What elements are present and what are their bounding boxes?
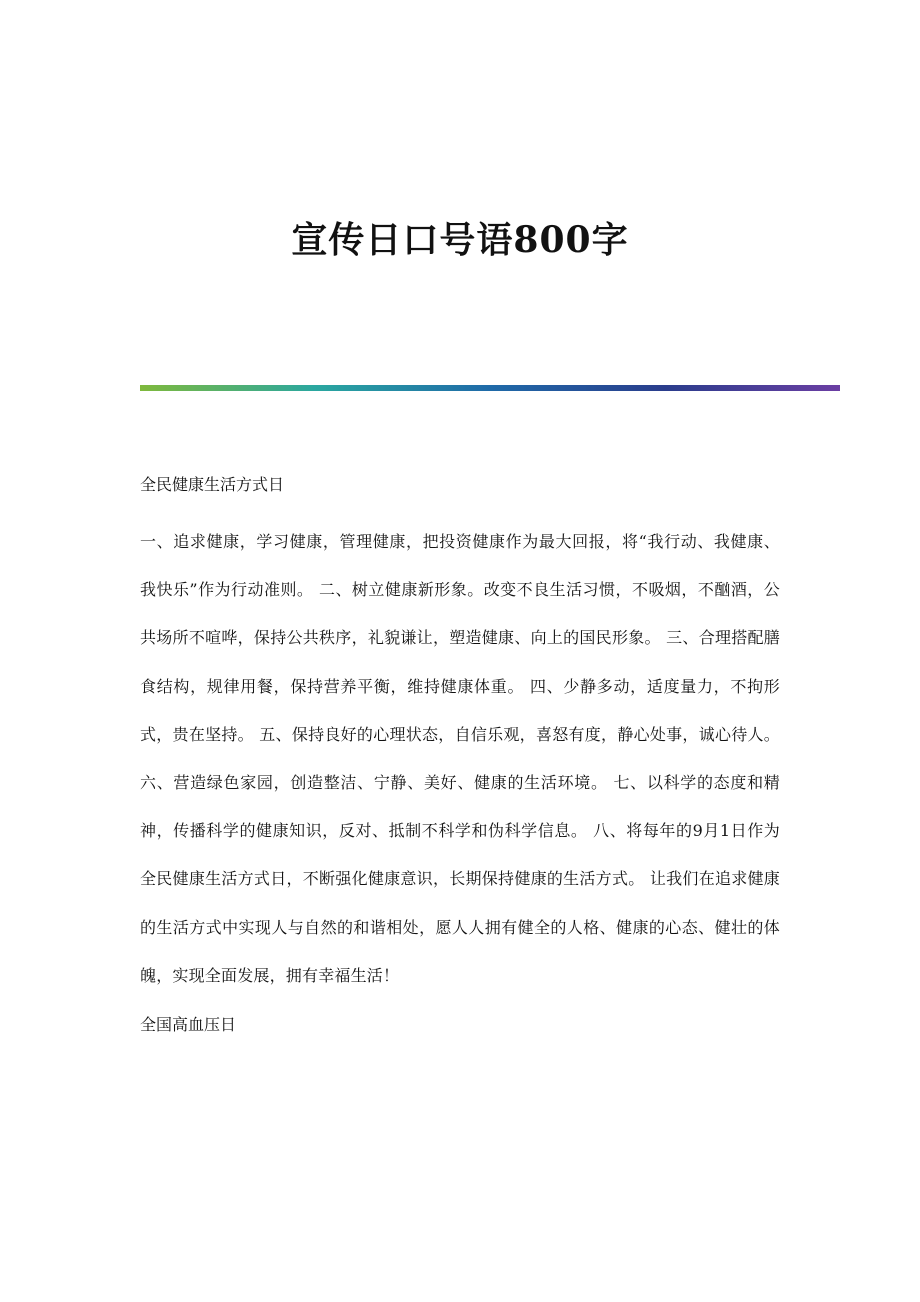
document-content bbox=[140, 470, 780, 1040]
document-title: 宣传日口号语800字 bbox=[291, 219, 629, 261]
title-divider bbox=[140, 385, 840, 391]
section-heading-hypertension-day: 全国高血压日 bbox=[140, 1015, 237, 1035]
section-heading-health-lifestyle-day: 全民健康生活方式日 bbox=[140, 475, 285, 494]
section-body-health-lifestyle-day: 一、追求健康，学习健康，管理健康，把投资健康作为最大回报，将“我行动、我健康、我快乐”作为行动准则。 二、树立健康新形象。改变不良生活习惯，不吸烟，不酗酒，公共场所不喧哗，保持公共秩序，礼貌谦让，塑造健康、向上的国民形象。 三、合理搭配膳食结构，规律用餐，保持营养平衡，维持健康体重。 四、少静多动，适度量力，不拘形式，贵在坚持。 五、保持良好的心理状态，自信乐观，喜怒有度，静心处事，诚心待人。 六、营造绿色家园，创造整洁、宁静、美好、健康的生活环境。 七、以科学的态度和精神，传播科学的健康知识，反对、抵制不科学和伪科学信息。 八、将每年的9月1日作为全民健康生活方式日，不断强化健康意识，长期保持健康的生活方式。 让我们在追求健康的生活方式中实现人与自然的和谐相处，愿人人拥有健全的人格、健康的心态、健壮的体魄，实现全面发展，拥有幸福生活！ bbox=[140, 532, 780, 985]
